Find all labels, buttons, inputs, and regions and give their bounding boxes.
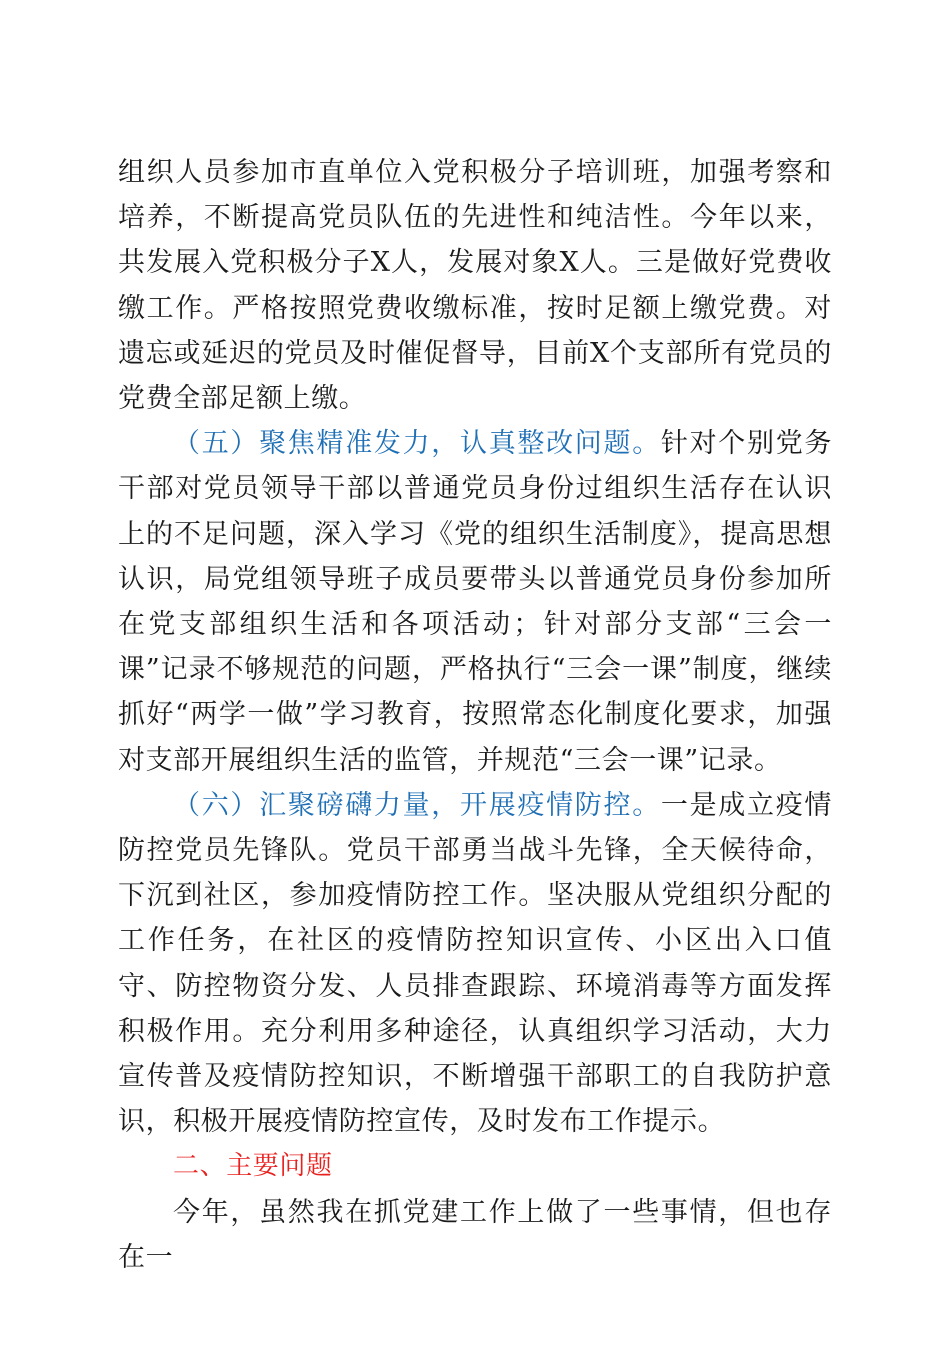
paragraph-rectification (118, 421, 832, 783)
subheading-six: （六）汇聚磅礴力量，开展疫情防控。 (173, 789, 661, 821)
paragraph-epidemic-prevention (118, 783, 832, 1145)
subheading-five: （五）聚焦精准发力，认真整改问题。 (173, 428, 661, 460)
paragraph-text: 一是成立疫情防控党员先锋队。党员干部勇当战斗先锋，全天候待命，下沉到社区，参加疫情防控工作。坚决服从党组织分配的工作任务，在社区的疫情防控知识宣传、小区出入口值守、防控物资分发、人员排查跟踪、环境消毒等方面发挥积极作用。充分利用多种途径，认真组织学习活动，大力宣传普及疫情防控知识，不断增强干部职工的自我防护意识，积极开展疫情防控宣传，及时发布工作提示。 (118, 789, 832, 1138)
paragraph-party-member-development (118, 150, 832, 421)
paragraph-main-problems-intro (118, 1190, 832, 1280)
paragraph-text: 组织人员参加市直单位入党积极分子培训班，加强考察和培养，不断提高党员队伍的先进性和纯洁性。今年以来，共发展入党积极分子X人，发展对象X人。三是做好党费收缴工作。严格按照党费收缴标准，按时足额上缴党费。对遗忘或延迟的党员及时催促督导，目前X个支部所有党员的党费全部足额上缴。 (118, 157, 832, 415)
paragraph-text: 针对个别党务干部对党员领导干部以普通党员身份过组织生活存在认识上的不足问题，深入学习《党的组织生活制度》，提高思想认识，局党组领导班子成员要带头以普通党员身份参加所在党支部组织生活和各项活动；针对部分支部“三会一课”记录不够规范的问题，严格执行“三会一课”制度，继续抓好“两学一做”学习教育，按照常态化制度化要求，加强对支部开展组织生活的监管，并规范“三会一课”记录。 (118, 428, 832, 776)
document-body (118, 150, 832, 1280)
section-heading-main-problems: 二、主要问题 (173, 1151, 333, 1182)
paragraph-text: 今年，虽然我在抓党建工作上做了一些事情，但也存在一 (118, 1196, 832, 1273)
